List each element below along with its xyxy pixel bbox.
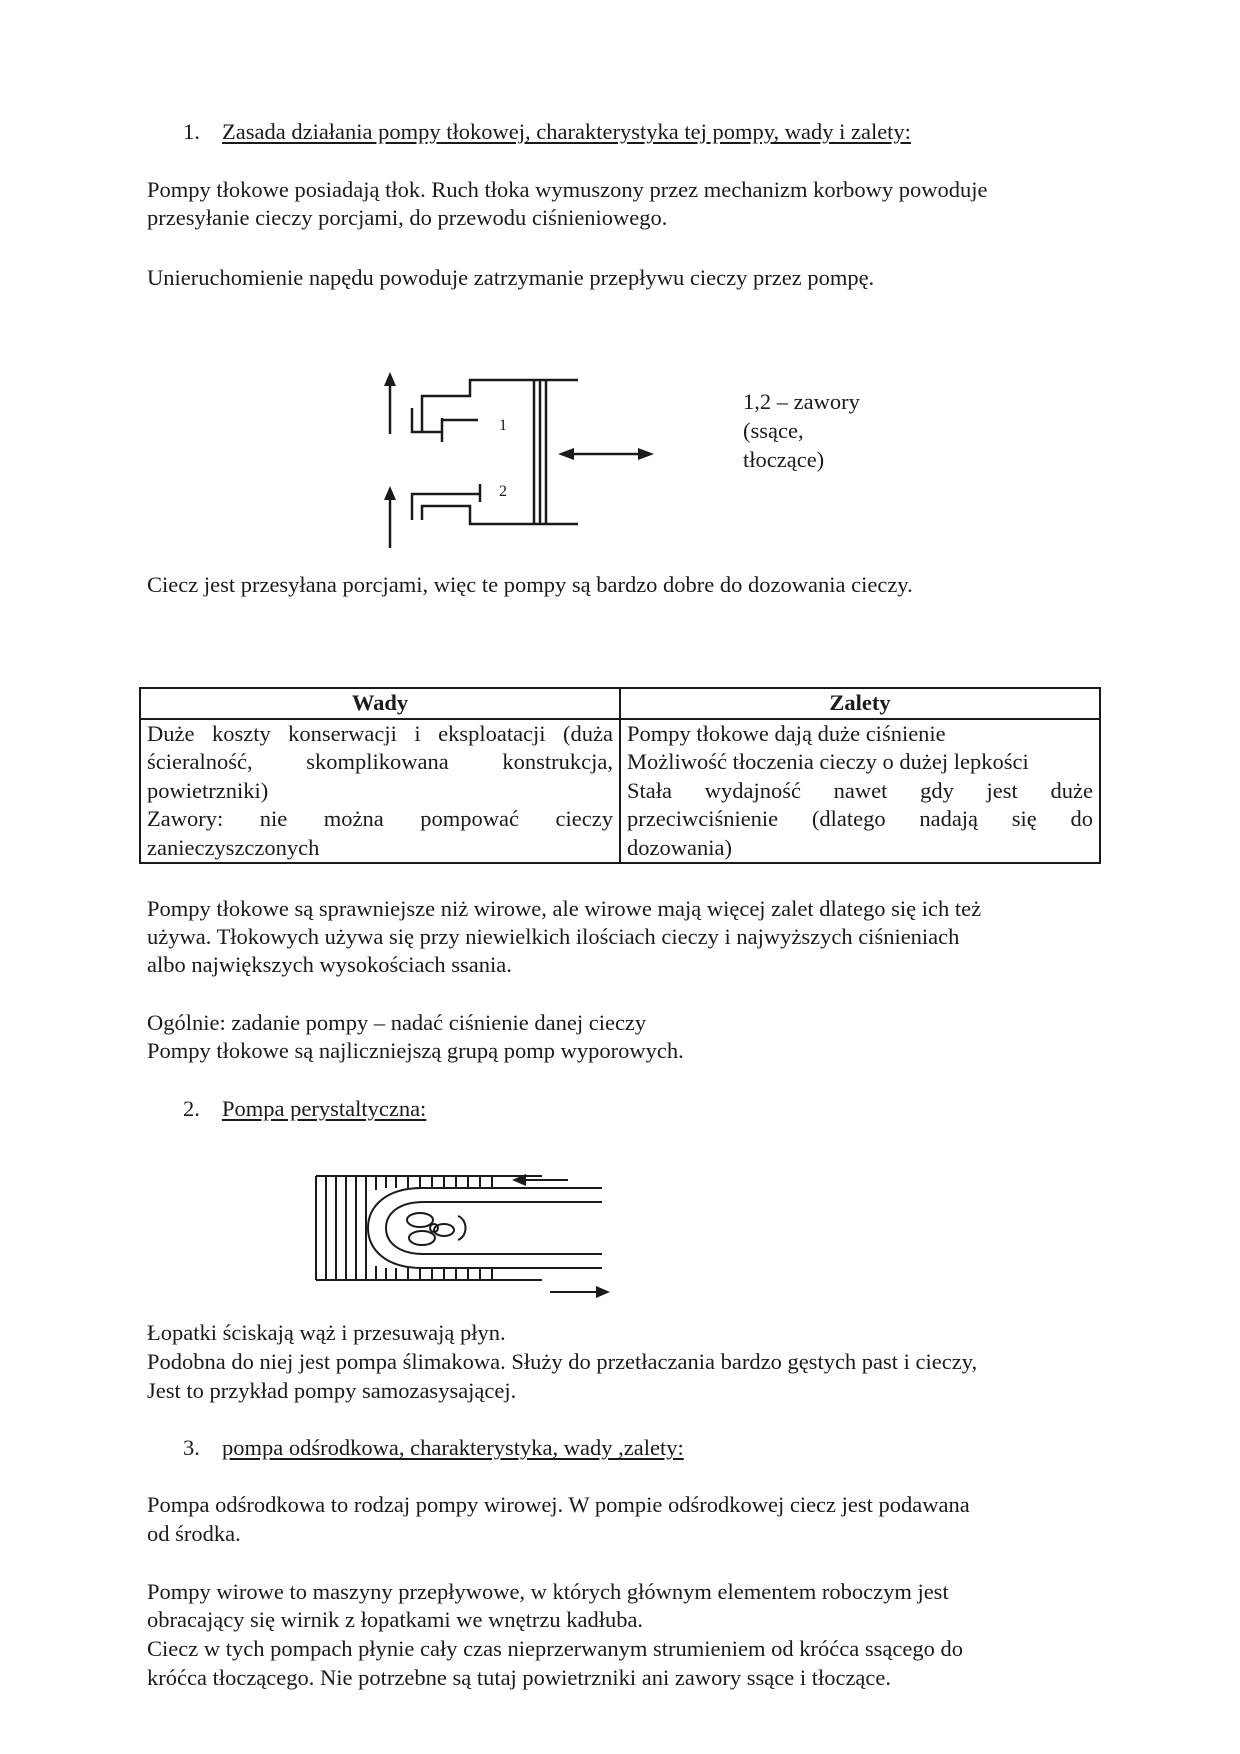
housing-hatching [326,1176,492,1280]
centrifugal-intro-line-2: od środka. [147,1521,241,1546]
section-1-title: Zasada działania pompy tłokowej, charakterystyka tej pompy, wady i zalety: [222,119,911,144]
diagram-legend-line-2: (ssące, [743,418,804,443]
outlet-arrow-head [384,372,396,386]
peristaltic-line-2: Podobna do niej jest pompa ślimakowa. Służy do przetłaczania bardzo gęstych past i cieczy, [147,1349,978,1374]
summary-line-1: Ogólnie: zadanie pompy – nadać ciśnienie danej cieczy [147,1010,647,1035]
piston-dosing-note: Ciecz jest przesyłana porcjami, więc te pompy są bardzo dobre do dozowania cieczy. [147,572,913,597]
peristaltic-line-3: Jest to przykład pompy samozasysającej. [147,1378,517,1403]
disadvantage-line-2: ścieralność, skomplikowana konstrukcja, [147,749,613,774]
section-2-title: Pompa perystaltyczna: [222,1096,427,1121]
piston-pump-diagram [370,370,660,555]
table-header-row [140,688,1100,719]
rotation-indicator [458,1216,466,1240]
flow-out-arrow-head [596,1286,610,1298]
upper-port-outline [412,408,442,432]
diagram-legend-line-3: tłoczące) [743,447,825,472]
section-3-number: 3. [183,1435,200,1460]
inlet-arrow-head [384,486,396,500]
centrifugal-details-line-2: obracający się wirnik z łopatkami we wnętrzu kadłuba. [147,1607,644,1632]
rotor-blade-1 [407,1213,433,1227]
comparison-line-2: używa. Tłokowych używa się przy niewielkich ilościach cieczy i najwyższych ciśnieniach [147,924,960,949]
pros-cons-table [139,687,1101,864]
advantage-line-3: Stała wydajność nawet gdy jest duże [627,777,1093,803]
disadvantage-line-4: Zawory: nie można pompować cieczy [147,806,613,831]
peristaltic-line-1: Łopatki ściskają wąż i przesuwają płyn. [147,1320,506,1345]
piston-stop-note: Unieruchomienie napędu powoduje zatrzymanie przepływu cieczy przez pompę. [147,265,875,290]
diagram-legend-line-1: 1,2 – zawory [743,389,860,414]
advantages-header: Zalety [620,688,1100,719]
centrifugal-details-line-4: króćca tłoczącego. Nie potrzebne są tutaj powietrzniki ani zawory ssące i tłoczące. [147,1665,892,1690]
peristaltic-pump-diagram [312,1168,612,1288]
comparison-line-1: Pompy tłokowe są sprawniejsze niż wirowe, ale wirowe mają więcej zalet dlatego się ich też [147,896,982,921]
motion-arrow-right-head [638,448,654,460]
centrifugal-details-line-1: Pompy wirowe to maszyny przepływowe, w których głównym elementem roboczym jest [147,1579,949,1604]
hose-inner [386,1202,602,1254]
valve-1-label: 1 [499,417,507,434]
advantage-line-4: przeciwciśnienie (dlatego nadają się do [627,806,1093,831]
advantage-line-1: Pompy tłokowe dają duże ciśnienie [627,720,946,746]
hose-outer [368,1188,602,1268]
section-3-title: pompa odśrodkowa, charakterystyka, wady ,zalety: [222,1435,684,1460]
disadvantages-header: Wady [140,688,620,719]
centrifugal-intro-line-1: Pompa odśrodkowa to rodzaj pompy wirowej. W pompie odśrodkowej ciecz jest podawana [147,1492,970,1517]
rotor-blade-2 [409,1231,435,1245]
comparison-line-3: albo największych wysokościach ssania. [147,952,512,977]
centrifugal-details-line-3: Ciecz w tych pompach płynie cały czas nieprzerwanym strumieniem od króćca ssącego do [147,1636,963,1661]
disadvantage-line-3: powietrzniki) [147,777,269,803]
advantages-cell [620,719,1100,864]
piston-intro-line-2: przesyłanie cieczy porcjami, do przewodu ciśnieniowego. [147,205,668,230]
disadvantages-cell [140,719,620,864]
lower-body-outline [422,506,578,524]
summary-line-2: Pompy tłokowe są najliczniejszą grupą pomp wyporowych. [147,1038,684,1063]
piston-intro-line-1: Pompy tłokowe posiadają tłok. Ruch tłoka wymuszony przez mechanizm korbowy powoduje [147,177,988,202]
section-2-number: 2. [183,1096,200,1121]
disadvantage-line-5: zanieczyszczonych [147,834,320,860]
table-row [140,719,1100,864]
motion-arrow-left-head [558,448,574,460]
disadvantage-line-1: Duże koszty konserwacji i eksploatacji (duża [147,720,613,746]
valve-2-label: 2 [499,483,507,500]
advantage-line-5: dozowania) [627,834,732,860]
section-1-number: 1. [183,119,200,144]
advantage-line-2: Możliwość tłoczenia cieczy o dużej lepkości [627,749,1029,774]
